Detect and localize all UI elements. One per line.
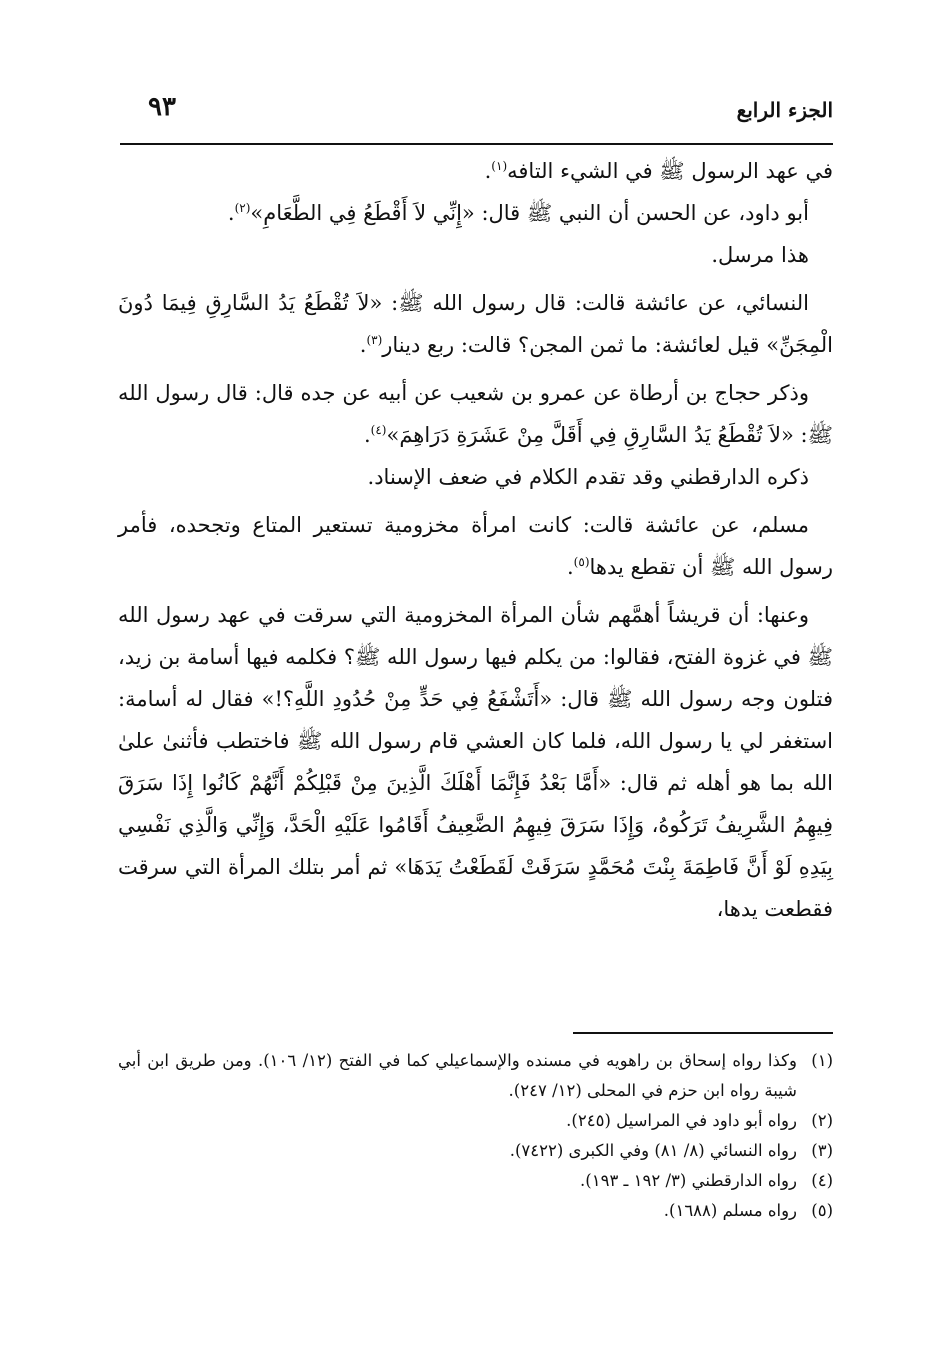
paragraph: في عهد الرسول ﷺ في الشيء التافه$^{(١)}$. [484,159,833,183]
footnote-ref: (٣) [366,333,383,347]
paragraph: ذكره الدارقطني وقد تقدم الكلام في ضعف الإسناد. [367,465,809,489]
footnote-ref: (١) [491,159,508,173]
paragraph: وذكر حجاج بن أرطاة عن عمرو بن شعيب عن أبيه عن جده قال: قال رسول الله ﷺ: «لاَ تُقْطَعُ يَدُ السَّارِقِ فِي أَقَلَّ مِنْ عَشَرَةِ دَرَاهِمَ»$^{(٤)}$. [118,381,833,447]
footnote-ref: (٤) [370,423,387,437]
footnote-number: (٤) [811,1171,833,1190]
footnote [118,1046,833,1106]
footnote-text: رواه الدارقطني (٣/ ١٩٢ ـ ١٩٣). [580,1171,797,1190]
paragraph: وعنها: أن قريشاً أهمَّهم شأن المرأة المخزومية التي سرقت في عهد رسول الله ﷺ في غزوة الفتح، فقالوا: من يكلم فيها رسول الله ﷺ؟ فكلمه فيها أسامة بن زيد، فتلون وجه رسول الله ﷺ قال: «أَتَشْفَعُ فِي حَدٍّ مِنْ حُدُودِ اللَّهِ؟!» فقال له أسامة: استغفر لي يا رسول الله، فلما كان العشي قام رسول الله ﷺ فاختطب فأثنىٰ علىٰ الله بما هو أهله ثم قال: «أَمَّا بَعْدُ فَإِنَّمَا أَهْلَكَ الَّذِينَ مِنْ قَبْلِكُمْ أَنَّهُمْ كَانُوا إِذَا سَرَقَ فِيهِمُ الشَّرِيفُ تَرَكُوهُ، وَإِذَا سَرَقَ فِيهِمُ الضَّعِيفُ أَقَامُوا عَلَيْهِ الْحَدَّ، وَإِنِّي وَالَّذِي نَفْسِي بِيَدِهِ لَوْ أَنَّ فَاطِمَةَ بِنْتَ مُحَمَّدٍ سَرَقَتْ لَقَطَعْتُ يَدَهَا» ثم أمر بتلك المرأة التي سرقت فقطعت يدها، [118,603,833,921]
footnote-text: وكذا رواه إسحاق بن راهويه في مسنده والإسماعيلي كما في الفتح (١٢/ ١٠٦). ومن طريق ابن أبي شيبة رواه ابن حزم في المحلى (١٢/ ٢٤٧). [118,1051,797,1100]
running-head: الجزء الرابع [736,98,833,122]
page-header [118,92,833,132]
footnote [118,1106,833,1136]
header-rule [120,143,833,145]
paragraph: مسلم، عن عائشة قالت: كانت امرأة مخزومية تستعير المتاع وتجحده، فأمر رسول الله ﷺ أن تقطع يدها$^{(٥)}$. [118,513,833,579]
footnote-text: رواه النسائي (٨/ ٨١) وفي الكبرى (٧٤٢٢). [509,1141,797,1160]
footnote-text: رواه مسلم (١٦٨٨). [663,1201,797,1220]
footnote [118,1166,833,1196]
footnotes [118,1046,833,1226]
footnote [118,1136,833,1166]
footnote-number: (٣) [811,1141,833,1160]
footnote [118,1196,833,1226]
paragraph: النسائي، عن عائشة قالت: قال رسول الله ﷺ: «لاَ تُقْطَعُ يَدُ السَّارِقِ فِيمَا دُونَ الْمِجَنِّ» قيل لعائشة: ما ثمن المجن؟ قالت: ربع دينار$^{(٣)}$. [118,291,833,357]
footnote-number: (٢) [811,1111,833,1130]
footnote-ref: (٢) [234,201,251,215]
page-number: ٩٣ [148,92,176,122]
paragraph: هذا مرسل. [711,243,809,267]
footnote-text: رواه أبو داود في المراسيل (٢٤٥). [566,1111,797,1130]
paragraph: أبو داود، عن الحسن أن النبي ﷺ قال: «إِنِّي لاَ أَقْطَعُ فِي الطَّعَامِ»$^{(٢)}$. [227,201,809,225]
footnote-rule [573,1032,833,1034]
footnote-number: (٥) [811,1201,833,1220]
main-text [118,150,833,930]
footnote-number: (١) [811,1051,833,1070]
footnote-ref: (٥) [573,555,590,569]
